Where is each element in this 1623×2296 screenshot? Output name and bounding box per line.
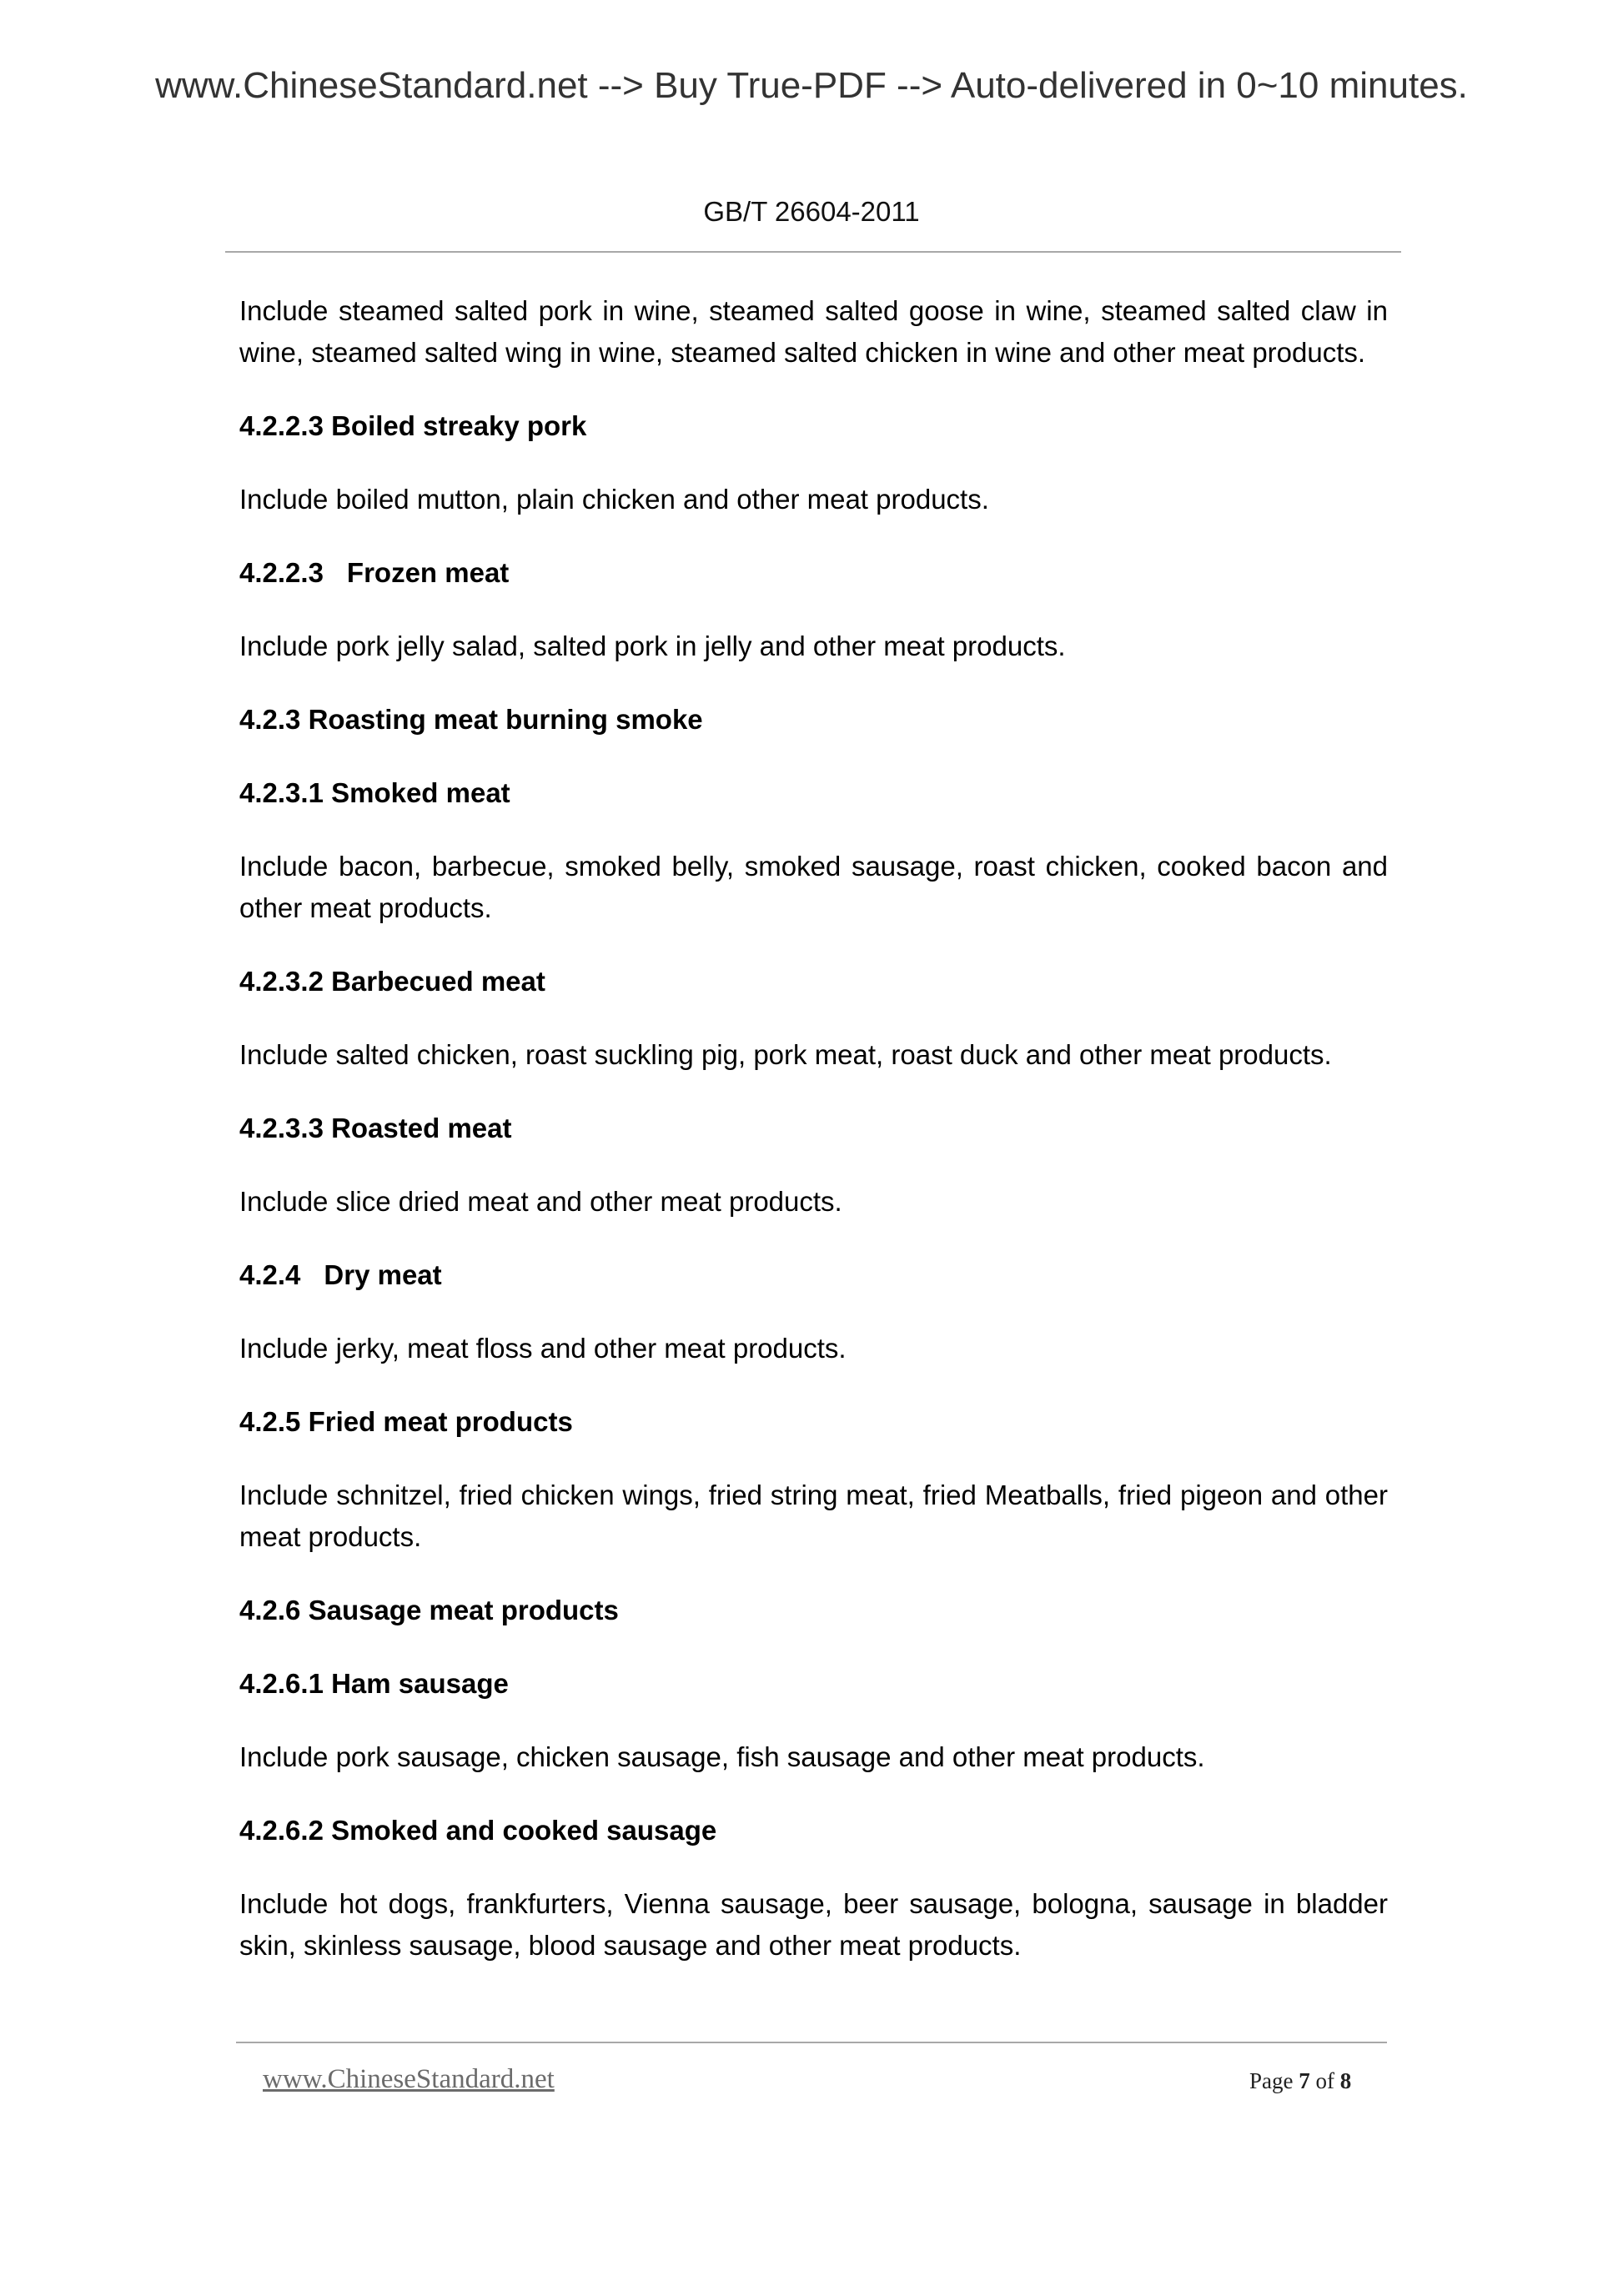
header-banner: www.ChineseStandard.net --> Buy True-PDF --> Auto-delivered in 0~10 minutes. (155, 65, 1468, 106)
section-text-dry-meat: Include jerky, meat floss and other meat products. (239, 1333, 847, 1364)
section-number: 4.2.2.3 (239, 410, 324, 441)
section-heading-boiled-streaky-pork (239, 405, 1388, 447)
section-number: 4.2.3.1 (239, 777, 324, 808)
section-number: 4.2.2.3 (239, 557, 324, 588)
section-number: 4.2.3.2 (239, 966, 324, 997)
section-heading-smoked-cooked-sausage (239, 1810, 1388, 1851)
section-title: Boiled streaky pork (331, 410, 587, 441)
section-heading-smoked-meat (239, 772, 1388, 814)
section-title: Smoked meat (331, 777, 510, 808)
page-current: 7 (1299, 2068, 1310, 2093)
section-number: 4.2.4 (239, 1259, 301, 1290)
section-title: Roasting meat burning smoke (308, 704, 703, 735)
section-heading-roasted-meat (239, 1108, 1388, 1149)
section-number: 4.2.5 (239, 1406, 301, 1437)
section-text-ham-sausage: Include pork sausage, chicken sausage, fish sausage and other meat products. (239, 1741, 1205, 1772)
section-heading-sausage-meat (239, 1590, 1388, 1631)
section-heading-barbecued-meat (239, 961, 1388, 1002)
page-label: Page (1249, 2068, 1294, 2093)
footer-divider (236, 2042, 1387, 2043)
footer-website-link[interactable]: www.ChineseStandard.net (263, 2064, 555, 2094)
section-number: 4.2.6.1 (239, 1668, 324, 1699)
section-title: Barbecued meat (331, 966, 545, 997)
section-text-smoked-cooked-sausage: Include hot dogs, frankfurters, Vienna sausage, beer sausage, bologna, sausage in bladder skin, skinless sausage, blood sausage and other meat products. (239, 1888, 1388, 1961)
document-body (239, 290, 1388, 1998)
section-text-barbecued-meat: Include salted chicken, roast suckling pig, pork meat, roast duck and other meat products. (239, 1039, 1332, 1070)
section-heading-ham-sausage (239, 1663, 1388, 1705)
section-number: 4.2.3.3 (239, 1113, 324, 1143)
section-title: Ham sausage (331, 1668, 509, 1699)
section-title: Sausage meat products (308, 1595, 619, 1625)
section-text-smoked-meat: Include bacon, barbecue, smoked belly, smoked sausage, roast chicken, cooked bacon and other meat products. (239, 851, 1388, 923)
section-title: Roasted meat (331, 1113, 512, 1143)
document-code: GB/T 26604-2011 (703, 196, 920, 227)
section-title: Dry meat (324, 1259, 442, 1290)
section-number: 4.2.3 (239, 704, 301, 735)
section-text-frozen-meat: Include pork jelly salad, salted pork in jelly and other meat products. (239, 631, 1066, 661)
section-text-boiled-streaky-pork: Include boiled mutton, plain chicken and other meat products. (239, 484, 989, 515)
section-heading-roasting-meat (239, 699, 1388, 741)
section-number: 4.2.6 (239, 1595, 301, 1625)
section-text-fried-meat: Include schnitzel, fried chicken wings, fried string meat, fried Meatballs, fried pigeon and other meat products. (239, 1480, 1388, 1552)
section-title: Smoked and cooked sausage (331, 1815, 717, 1846)
section-heading-dry-meat (239, 1254, 1388, 1296)
section-heading-fried-meat (239, 1401, 1388, 1443)
section-text-roasted-meat: Include slice dried meat and other meat products. (239, 1186, 842, 1217)
header-divider (225, 251, 1401, 253)
page-total: 8 (1339, 2068, 1352, 2093)
page-number (1249, 2068, 1351, 2094)
intro-paragraph: Include steamed salted pork in wine, steamed salted goose in wine, steamed salted claw in wine, steamed salted wing in wine, steamed salted chicken in wine and other meat products. (239, 295, 1388, 368)
page-of: of (1315, 2068, 1334, 2093)
section-heading-frozen-meat (239, 552, 1388, 594)
section-title: Frozen meat (346, 557, 510, 588)
section-title: Fried meat products (308, 1406, 573, 1437)
section-number: 4.2.6.2 (239, 1815, 324, 1846)
